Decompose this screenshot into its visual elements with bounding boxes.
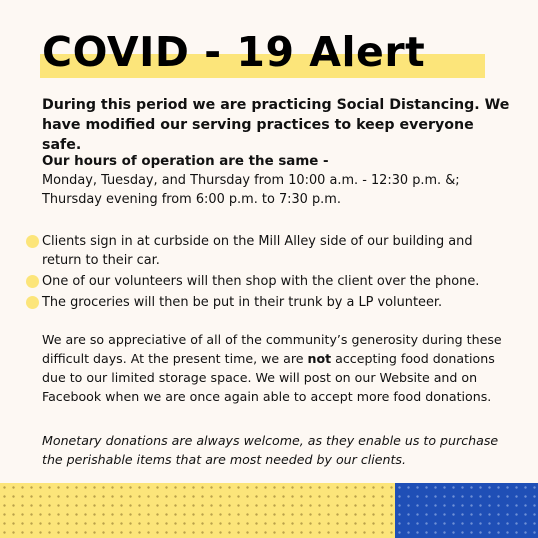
intro-text: During this period we are practicing Social Distancing. We have modified our serving practices to keep everyone safe. — [42, 97, 510, 153]
list-item — [26, 232, 506, 270]
bullet-dot-icon — [26, 235, 39, 248]
hours-section — [42, 152, 522, 209]
paragraph-text-before: We are so appreciative of all of the community’s generosity during these difficult days. At the present time, we are — [42, 332, 502, 366]
title-block — [40, 26, 485, 86]
list-item-text: Clients sign in at curbside on the Mill Alley side of our building and return to their car. — [42, 234, 473, 268]
hours-heading: Our hours of operation are the same - — [42, 154, 329, 169]
list-item — [26, 293, 506, 312]
footer-blue-dots — [395, 483, 538, 538]
hours-line-2: Thursday evening from 6:00 p.m. to 7:30 p.m. — [42, 192, 341, 207]
bullet-dot-icon — [26, 296, 39, 309]
donation-policy-paragraph — [42, 330, 522, 406]
list-item-text: The groceries will then be put in their trunk by a LP volunteer. — [42, 295, 443, 310]
list-item — [26, 272, 506, 291]
bullet-dot-icon — [26, 275, 39, 288]
footer-yellow-dots — [0, 483, 395, 538]
list-item-text: One of our volunteers will then shop with the client over the phone. — [42, 274, 480, 289]
hours-line-1: Monday, Tuesday, and Thursday from 10:00 a.m. - 12:30 p.m. &; — [42, 173, 460, 188]
monetary-donations-paragraph: Monetary donations are always welcome, as they enable us to purchase the perishable items that are most needed by our clients. — [42, 433, 499, 467]
paragraph-emphasis: not — [307, 351, 332, 366]
page-title: COVID - 19 Alert — [42, 28, 426, 76]
paragraph-text-after: accepting food donations due to our limited storage space. We will post on our Website and on Facebook when we are once again able to accept more food donations. — [42, 351, 495, 404]
procedure-list — [26, 232, 506, 314]
footer-pattern — [0, 483, 538, 538]
